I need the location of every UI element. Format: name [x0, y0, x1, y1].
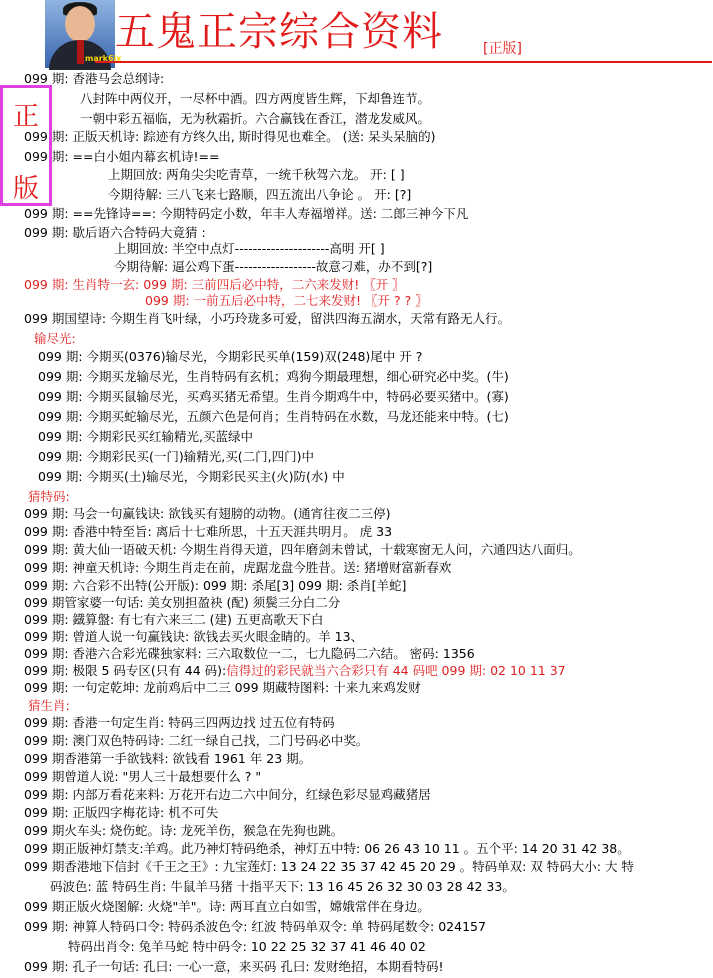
list-item: 099 期正版神灯禁支:羊鸡。此乃神灯特码绝杀，神灯五中特: 06 26 43 10 11 。五个平: 14 20 31 42 38。: [24, 841, 630, 856]
limit-five-label: 099 期: 极限 5 码专区(只有 44 码):: [24, 663, 227, 678]
header-divider: [95, 61, 712, 63]
side-stamp-char-2: 版: [13, 174, 40, 204]
section-guess-number: 猜特码:: [28, 489, 70, 504]
list-item: 099 期: 内部万看花来料: 万花开右边二六中间分，红绿色彩尽显鸡藏猪居: [24, 787, 431, 802]
list-item: 099 期曾道人说: "男人三十最想要什么 ? ": [24, 769, 262, 784]
list-item: 099 期: 澳门双色特码诗: 二红一绿自己找，二门号码必中奖。: [24, 733, 369, 748]
list-item: 099 期: 香港六合彩光碟独家料: 三六取数位一二，七九隐码二六结。 密码: 1356: [24, 646, 475, 661]
limit-five-highlight: 信得过的彩民就当六合彩只有 44 码吧 099 期: 02 10 11 37: [226, 663, 566, 678]
section-guess-zodiac: 猜生肖:: [28, 698, 70, 713]
line-tianji-poem: 099 期: 正版天机诗: 踪迹有方终久出, 斯时得见也难全。 (送: 呆头呆脑的): [24, 129, 436, 144]
list-item: 099 期: 香港中特至旨: 离后十七难所思，十五天涯共明月。 虎 33: [24, 524, 393, 539]
line-zodiac-mystery: 099 期: 生肖特一玄: 099 期: 三前四后必中特，二六来发财! 〖开 〗: [24, 277, 405, 292]
avatar-face: [65, 6, 95, 42]
line-xiehouyu-prev: 上期回放: 半空中点灯---------------------高明 开[ ]: [114, 241, 385, 256]
list-item: 099 期: 曾道人说一句赢钱诀: 欲钱去买火眼金睛的。羊 13、: [24, 629, 364, 644]
list-item: 099 期: 香港一句定生肖: 特码三四两边找 过五位有特码: [24, 715, 335, 730]
line-xiehouyu-current: 今期待解: 逼公鸡下蛋------------------故意刁难，办不到[?]: [114, 259, 433, 274]
line-prev-review: 上期回放: 两角尖尖吃青草，一统千秋驾六龙。 开: [ ]: [108, 167, 405, 182]
avatar: [45, 0, 122, 68]
list-item: 099 期: 一句定乾坤: 龙前鸡后中二三 099 期藏特图料: 十来九来鸡发财: [24, 680, 421, 695]
avatar-tie: [77, 40, 84, 64]
list-item: 099 期: 今期买蛇输尽光，五颜六色是何肖；生肖特码在水数，马龙还能来中特。(七): [38, 409, 509, 424]
list-item: 099 期管家婆一句话: 美女别担盈袂 (配) 须鬓三分白二分: [24, 595, 341, 610]
line-pioneer-poem: 099 期: ==先锋诗==: 今期特码定小数，年丰人寿福增祥。送: 二郎三神今下凡: [24, 206, 469, 221]
list-item: 特码出肖令: 兔羊马蛇 特中码令: 10 22 25 32 37 41 46 40 02: [68, 939, 426, 954]
side-stamp: [0, 85, 52, 206]
page-title: 五鬼正宗综合资料: [115, 9, 443, 55]
side-stamp-char-1: 正: [13, 102, 40, 132]
list-item: 099 期火车头: 烧伤蛇。诗: 龙死羊伤，猴急在先狗也跳。: [24, 823, 344, 838]
list-item: 099 期: 正版四字梅花诗: 机不可失: [24, 805, 219, 820]
list-item: 099 期正版火烧图解: 火烧"羊"。诗: 两耳直立白如雪，嫦娥常伴在身边。: [24, 899, 430, 914]
list-item: 码波色: 蓝 特码生肖: 牛鼠羊马猪 十指平天下: 13 16 45 26 32 30 03 28 42 33。: [50, 879, 515, 894]
list-item: 099 期: 六合彩不出特(公开版): 099 期: 杀尾[3] 099 期: 杀肖[羊蛇]: [24, 578, 407, 593]
list-item: 099 期: 今期买(土)输尽光，今期彩民买主(火)防(水) 中: [38, 469, 345, 484]
line-baixiaojie: 099 期: ==白小姐内幕玄机诗!==: [24, 149, 220, 164]
section-lose-all: 输尽光:: [34, 331, 76, 346]
line-zodiac-mystery-2: 099 期: 一前五后必中特，二七来发财! 〖开 ? ? 〗: [145, 293, 428, 308]
edition-badge: [正版]: [483, 41, 522, 57]
list-item: 099 期: 孔子一句话: 孔曰: 一心一意，来买码 孔曰: 发财绝招，本期看特码!: [24, 959, 444, 974]
line-master-poem-1: 八封阵中两仪开，一尽杯中酒。四方两度皆生辉，下却鲁连节。: [80, 91, 431, 106]
list-item: 099 期: 马会一句赢钱诀: 欲钱买有翅膀的动物。(通宵往夜二三停): [24, 506, 391, 521]
list-item: 099 期: 神童天机诗: 今期生肖走在前，虎踞龙盘今胜昔。送: 猪增财富新春欢: [24, 560, 452, 575]
list-item: 099 期: 黄大仙一语破天机: 今期生肖得天道，四年磨剑未曾试，十载寒窗无人问，六通四达八面归。: [24, 542, 581, 557]
list-item: 099 期: 今期彩民买(一门)输精光,买(二门,四门)中: [38, 449, 314, 464]
list-item: 099 期: 今期买鼠输尽光，买鸡买猪无希望。生肖今期鸡牛中，特码必要买猪中。(寡): [38, 389, 509, 404]
line-xiehouyu: 099 期: 歇后语六合特码大竟猜 :: [24, 225, 206, 240]
line-guowang-poem: 099 期国望诗: 今期生肖飞叶绿，小巧玲珑多可爱，留洪四海五湖水，天常有路无人行。: [24, 311, 511, 326]
line-current-riddle: 今期待解: 三八飞来七路顺，四五流出八争论 。 开: [?]: [108, 187, 412, 202]
list-item: 099 期: 今期彩民买红输精光,买蓝绿中: [38, 429, 253, 444]
list-item: [24, 662, 566, 679]
avatar-watermark: mark6ix: [85, 54, 122, 63]
line-master-poem: 099 期: 香港马会总纲诗:: [24, 71, 165, 86]
line-master-poem-2: 一朝中彩五福临，无为秋霜折。六合赢钱在香江，潜龙发威风。: [80, 111, 431, 126]
list-item: 099 期: 神算人特码口令: 特码杀波色令: 红波 特码单双令: 单 特码尾数令: 024157: [24, 919, 486, 934]
list-item: 099 期: 今期买(0376)输尽光，今期彩民买单(159)双(248)尾中 开 ?: [38, 349, 423, 364]
list-item: 099 期香港第一手欲钱料: 欲钱看 1961 年 23 期。: [24, 751, 312, 766]
list-item: 099 期香港地下信封《千王之王》: 九宝莲灯: 13 24 22 35 37 42 45 20 29 。特码单双: 双 特码大小: 大 特: [24, 859, 634, 874]
list-item: 099 期: 鐡算盤: 有七有六来三二 (建) 五更高歌天下白: [24, 612, 324, 627]
list-item: 099 期: 今期买龙输尽光，生肖特码有玄机；鸡狗今期最理想，细心研究必中奖。(牛): [38, 369, 509, 384]
